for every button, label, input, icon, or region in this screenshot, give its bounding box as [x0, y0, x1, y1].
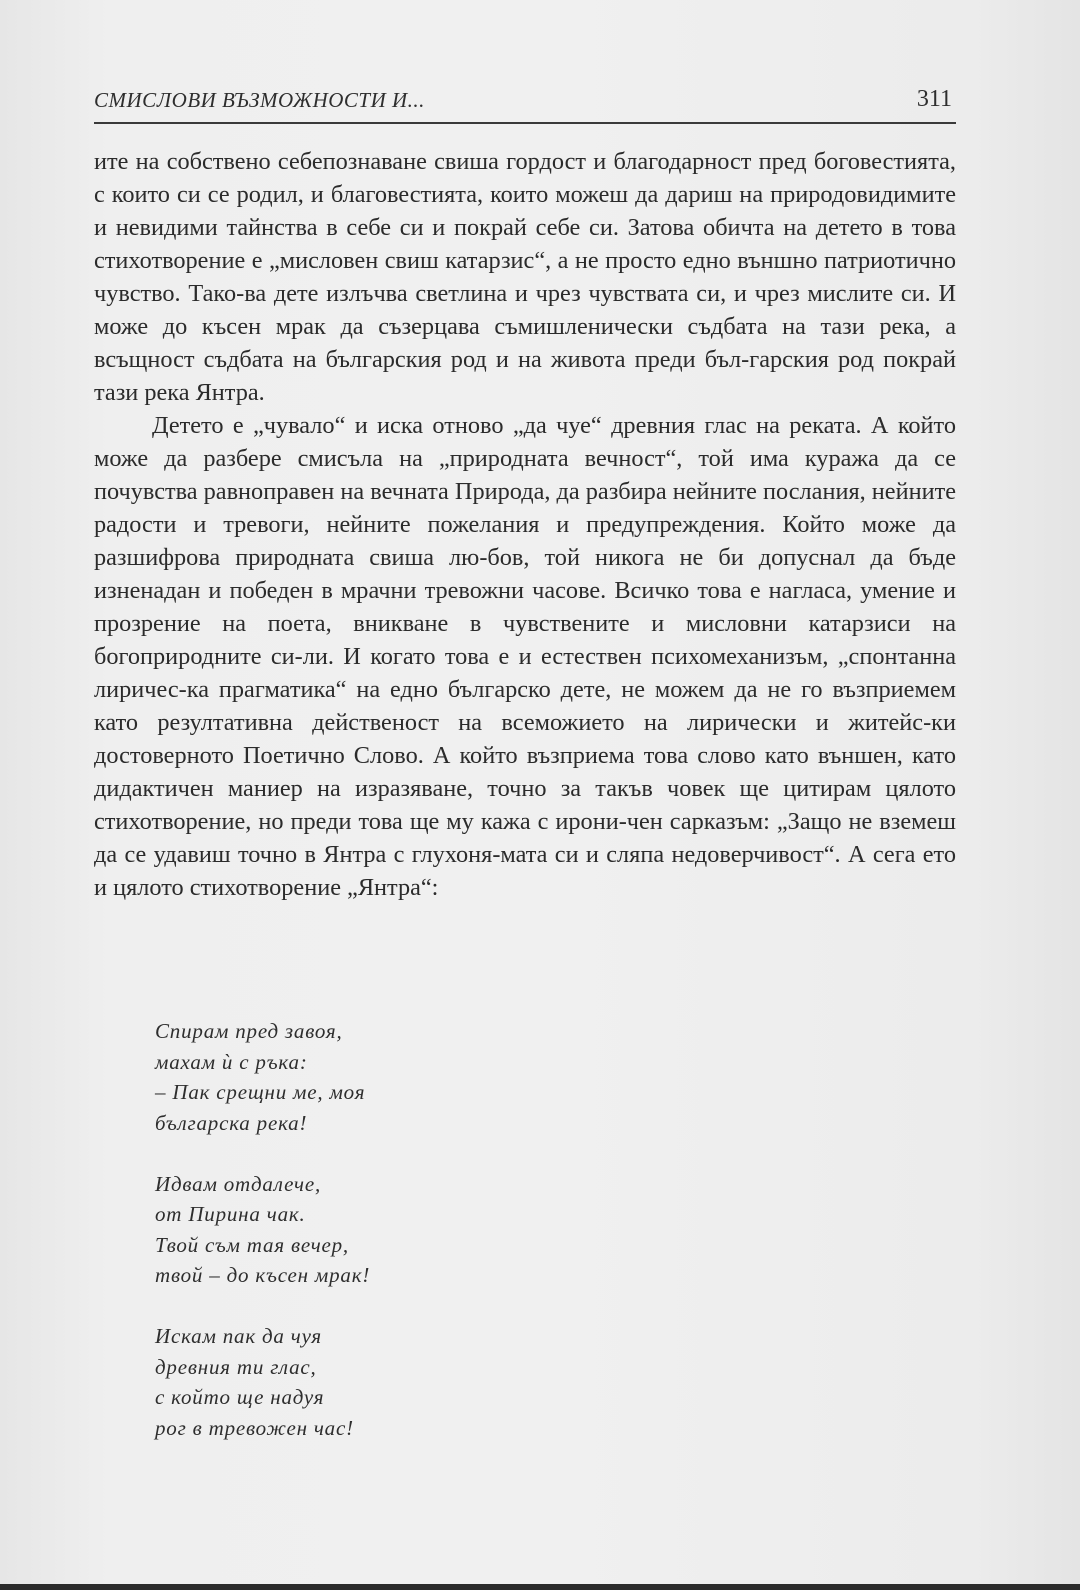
poem-line: с който ще надуя: [155, 1385, 325, 1409]
body-text: [94, 145, 956, 904]
poem-line: Искам пак да чуя: [155, 1324, 322, 1348]
scan-bottom-edge: [0, 1584, 1080, 1590]
paragraph-2: Детето е „чувало“ и иска отново „да чуе“ древния глас на реката. А който може да разбере смисъла на „природната вечност“, той има куража да се почувства равноправен на вечната Природа, да разбира нейните послания, нейните радости и тревоги, нейните пожелания и предупреждения. Който може да разшифрова природната свиша лю-бов, той никога не би допуснал да бъде изненадан и победен в мрачни тревожни часове. Всичко това е нагласа, умение и прозрение на поета, вникване в чувствените и мисловни катарзиси на богоприродните си-ли. И когато това е и естествен психомеханизъм, „спонтанна лиричес-ка прагматика“ на едно българско дете, не можем да не го възприемем като резултативна действеност на всеможието на лирически и житейс-ки достоверното Поетично Слово. А който възприема това слово като външен, като дидактичен маниер на изразяване, точно за такъв човек ще цитирам цялото стихотворение, но преди това ще му кажа с ирони-чен сарказъм: „Защо не вземеш да се удавиш точно в Янтра с глухоня-мата си и сляпа недоверчивост“. А сега ето и цялото стихотворение „Янтра“:: [94, 412, 956, 901]
poem-stanza-1: [155, 1016, 655, 1138]
poem-line: рог в тревожен час!: [155, 1415, 354, 1440]
poem-line: – Пак срещни ме, моя: [155, 1080, 366, 1104]
poem-line: Идвам отдалече,: [155, 1171, 322, 1196]
running-head: СМИСЛОВИ ВЪЗМОЖНОСТИ И...: [94, 88, 425, 112]
page-header: [94, 84, 956, 124]
paragraph-1: ите на собствено себепознаване свиша гордост и благодарност пред боговестията, с които си се родил, и благовестията, които можеш да дариш на природовидимите и невидими тайнства в себе си и покрай себе си. Затова обичта на детето в това стихотворение е „мисловен свиш катарзис“, а не просто едно външно патриотично чувство. Тако-ва дете излъчва светлина и чрез чувствата си, и чрез мислите си. И може до късен мрак да съзерцава съмишленически съдбата на тази река, а всъщност съдбата на българския род и на живота преди бъл-гарския род покрай тази река Янтра.: [94, 148, 956, 406]
poem-stanza-2: [155, 1169, 655, 1291]
poem-line: Спирам пред завоя,: [155, 1019, 343, 1043]
poem-line: древния ти глас,: [155, 1354, 317, 1379]
poem-line: махам ѝ с ръка:: [155, 1049, 308, 1074]
page-number: 311: [916, 86, 952, 112]
poem-line: твой – до късен мрак!: [155, 1263, 371, 1287]
poem-line: от Пирина чак.: [155, 1202, 306, 1226]
poem-yantra: [155, 1016, 655, 1443]
poem-line: българска река!: [155, 1110, 308, 1135]
poem-line: Твой съм тая вечер,: [155, 1232, 349, 1257]
poem-stanza-3: [155, 1321, 655, 1443]
